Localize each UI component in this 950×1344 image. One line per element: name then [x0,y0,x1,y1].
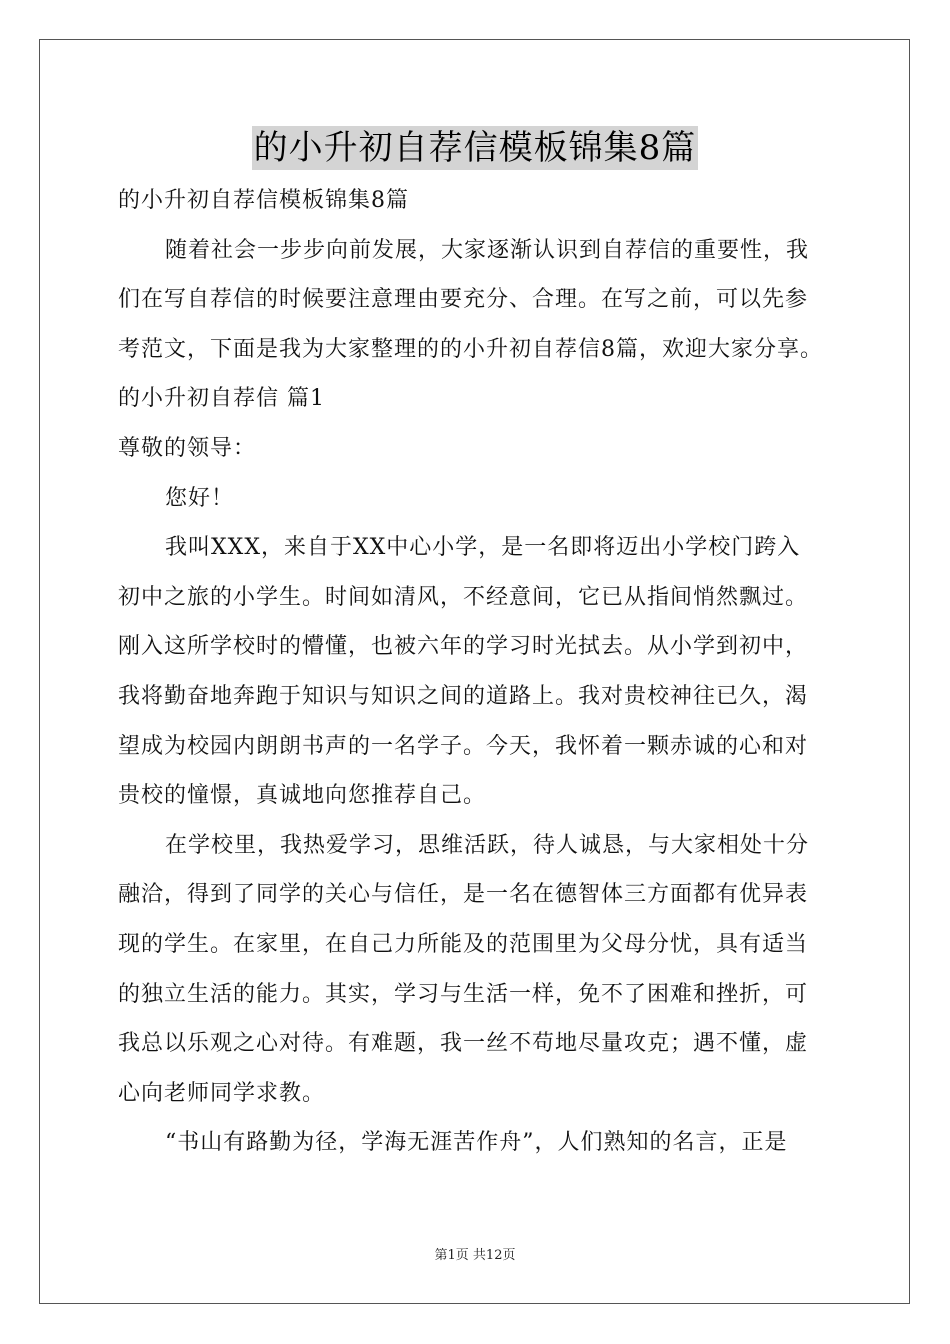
text-line: 心向老师同学求教。 [118,1080,326,1106]
document-body [118,176,836,1168]
text-line: 贵校的憧憬，真诚地向您推荐自己。 [118,783,487,809]
text-line: 尊敬的领导： [118,435,257,461]
text-line: 融洽，得到了同学的关心与信任，是一名在德智体三方面都有优异表 [118,882,809,908]
text-line: 初中之旅的小学生。时间如清风，不经意间，它已从指间悄然飘过。 [118,584,809,610]
text-line: 在学校里，我热爱学习，思维活跃，待人诚恳，与大家相处十分 [165,832,810,858]
text-line: 我叫XXX，来自于XX中心小学，是一名即将迈出小学校门跨入 [165,535,801,561]
text-line: 随着社会一步步向前发展，大家逐渐认识到自荐信的重要性，我 [165,237,810,263]
text-line: 刚入这所学校时的懵懂，也被六年的学习时光拭去。从小学到初中， [118,634,809,660]
text-line: 现的学生。在家里，在自己力所能及的范围里为父母分忧，具有适当 [118,931,809,957]
text-line: 我将勤奋地奔跑于知识与知识之间的道路上。我对贵校神往已久，渴 [118,683,809,709]
text-line: 望成为校园内朗朗书声的一名学子。今天，我怀着一颗赤诚的心和对 [118,733,809,759]
text-line: 考范文，下面是我为大家整理的的小升初自荐信8篇，欢迎大家分享。 [118,336,823,362]
text-line: 我总以乐观之心对待。有难题，我一丝不苟地尽量攻克；遇不懂，虚 [118,1031,809,1057]
text-line: 的小升初自荐信 篇1 [118,386,325,412]
document-title: 的小升初自荐信模板锦集8篇 [253,128,697,168]
text-line: 的独立生活的能力。其实，学习与生活一样，免不了困难和挫折，可 [118,981,809,1007]
text-line: 们在写自荐信的时候要注意理由要充分、合理。在写之前，可以先参 [118,287,809,313]
title-container [0,126,950,170]
text-line: 的小升初自荐信模板锦集8篇 [118,188,409,213]
text-line: 您好！ [165,485,235,511]
text-line: “书山有路勤为径，学海无涯苦作舟”，人们熟知的名言，正是 [165,1130,788,1156]
page-footer: 第1页 共12页 [434,1248,516,1263]
